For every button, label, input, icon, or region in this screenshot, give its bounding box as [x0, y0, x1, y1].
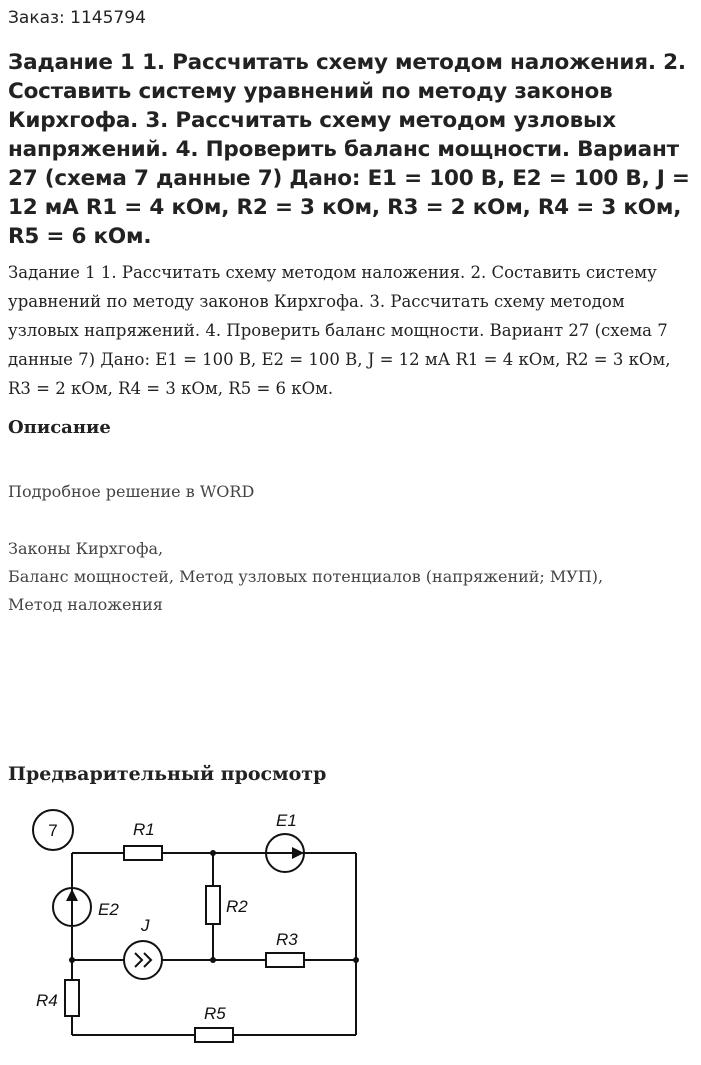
task-body: Задание 1 1. Рассчитать схему методом наложения. 2. Составить систему уравнений по методу законов Кирхгофа. 3. Рассчитать схему методом узловых напряжений. 4. Проверить баланс мощности. Вариант 27 (схема 7 данные 7) Дано: E1 = 100 В, E2 = 100 В, J = 12 мА R1 = 4 кОм, R2 = 3 кОм, R3 = 2 кОм, R4 = 3 кОм, R5 = 6 кОм.: [8, 263, 671, 398]
resistor-r2: [206, 886, 220, 924]
node: [353, 957, 359, 963]
node: [210, 850, 216, 856]
resistor-r5: [195, 1028, 233, 1042]
label-r2: R2: [226, 897, 248, 916]
label-r4: R4: [36, 991, 58, 1010]
description-line: Законы Кирхгофа,: [8, 539, 164, 558]
label-e2: E2: [98, 900, 119, 919]
resistor-r3: [266, 953, 304, 967]
preview-heading: Предварительный просмотр: [8, 763, 327, 785]
description-line: Метод наложения: [8, 595, 163, 614]
task-title: Задание 1 1. Рассчитать схему методом наложения. 2. Составить систему уравнений по методу законов Кирхгофа. 3. Рассчитать схему методом узловых напряжений. 4. Проверить баланс мощности. Вариант 27 (схема 7 данные 7) Дано: E1 = 100 В, E2 = 100 В, J = 12 мА R1 = 4 кОм, R2 = 3 кОм, R3 = 2 кОм, R4 = 3 кОм, R5 = 6 кОм.: [8, 50, 690, 249]
node: [69, 957, 75, 963]
description-heading: Описание: [8, 417, 111, 438]
circuit-preview: [0, 800, 380, 1055]
node: [210, 957, 216, 963]
scheme-number: 7: [48, 821, 58, 840]
circuit-diagram: [0, 800, 380, 1050]
label-r5: R5: [204, 1004, 226, 1023]
label-r1: R1: [133, 820, 155, 839]
resistor-r1: [124, 846, 162, 860]
resistor-r4: [65, 980, 79, 1016]
description-line: Баланс мощностей, Метод узловых потенциалов (напряжений; МУП),: [8, 567, 604, 586]
label-j: J: [141, 916, 150, 935]
order-number: Заказ: 1145794: [8, 8, 146, 28]
label-e1: E1: [276, 811, 297, 830]
description-line: Подробное решение в WORD: [8, 482, 255, 501]
label-r3: R3: [276, 930, 298, 949]
